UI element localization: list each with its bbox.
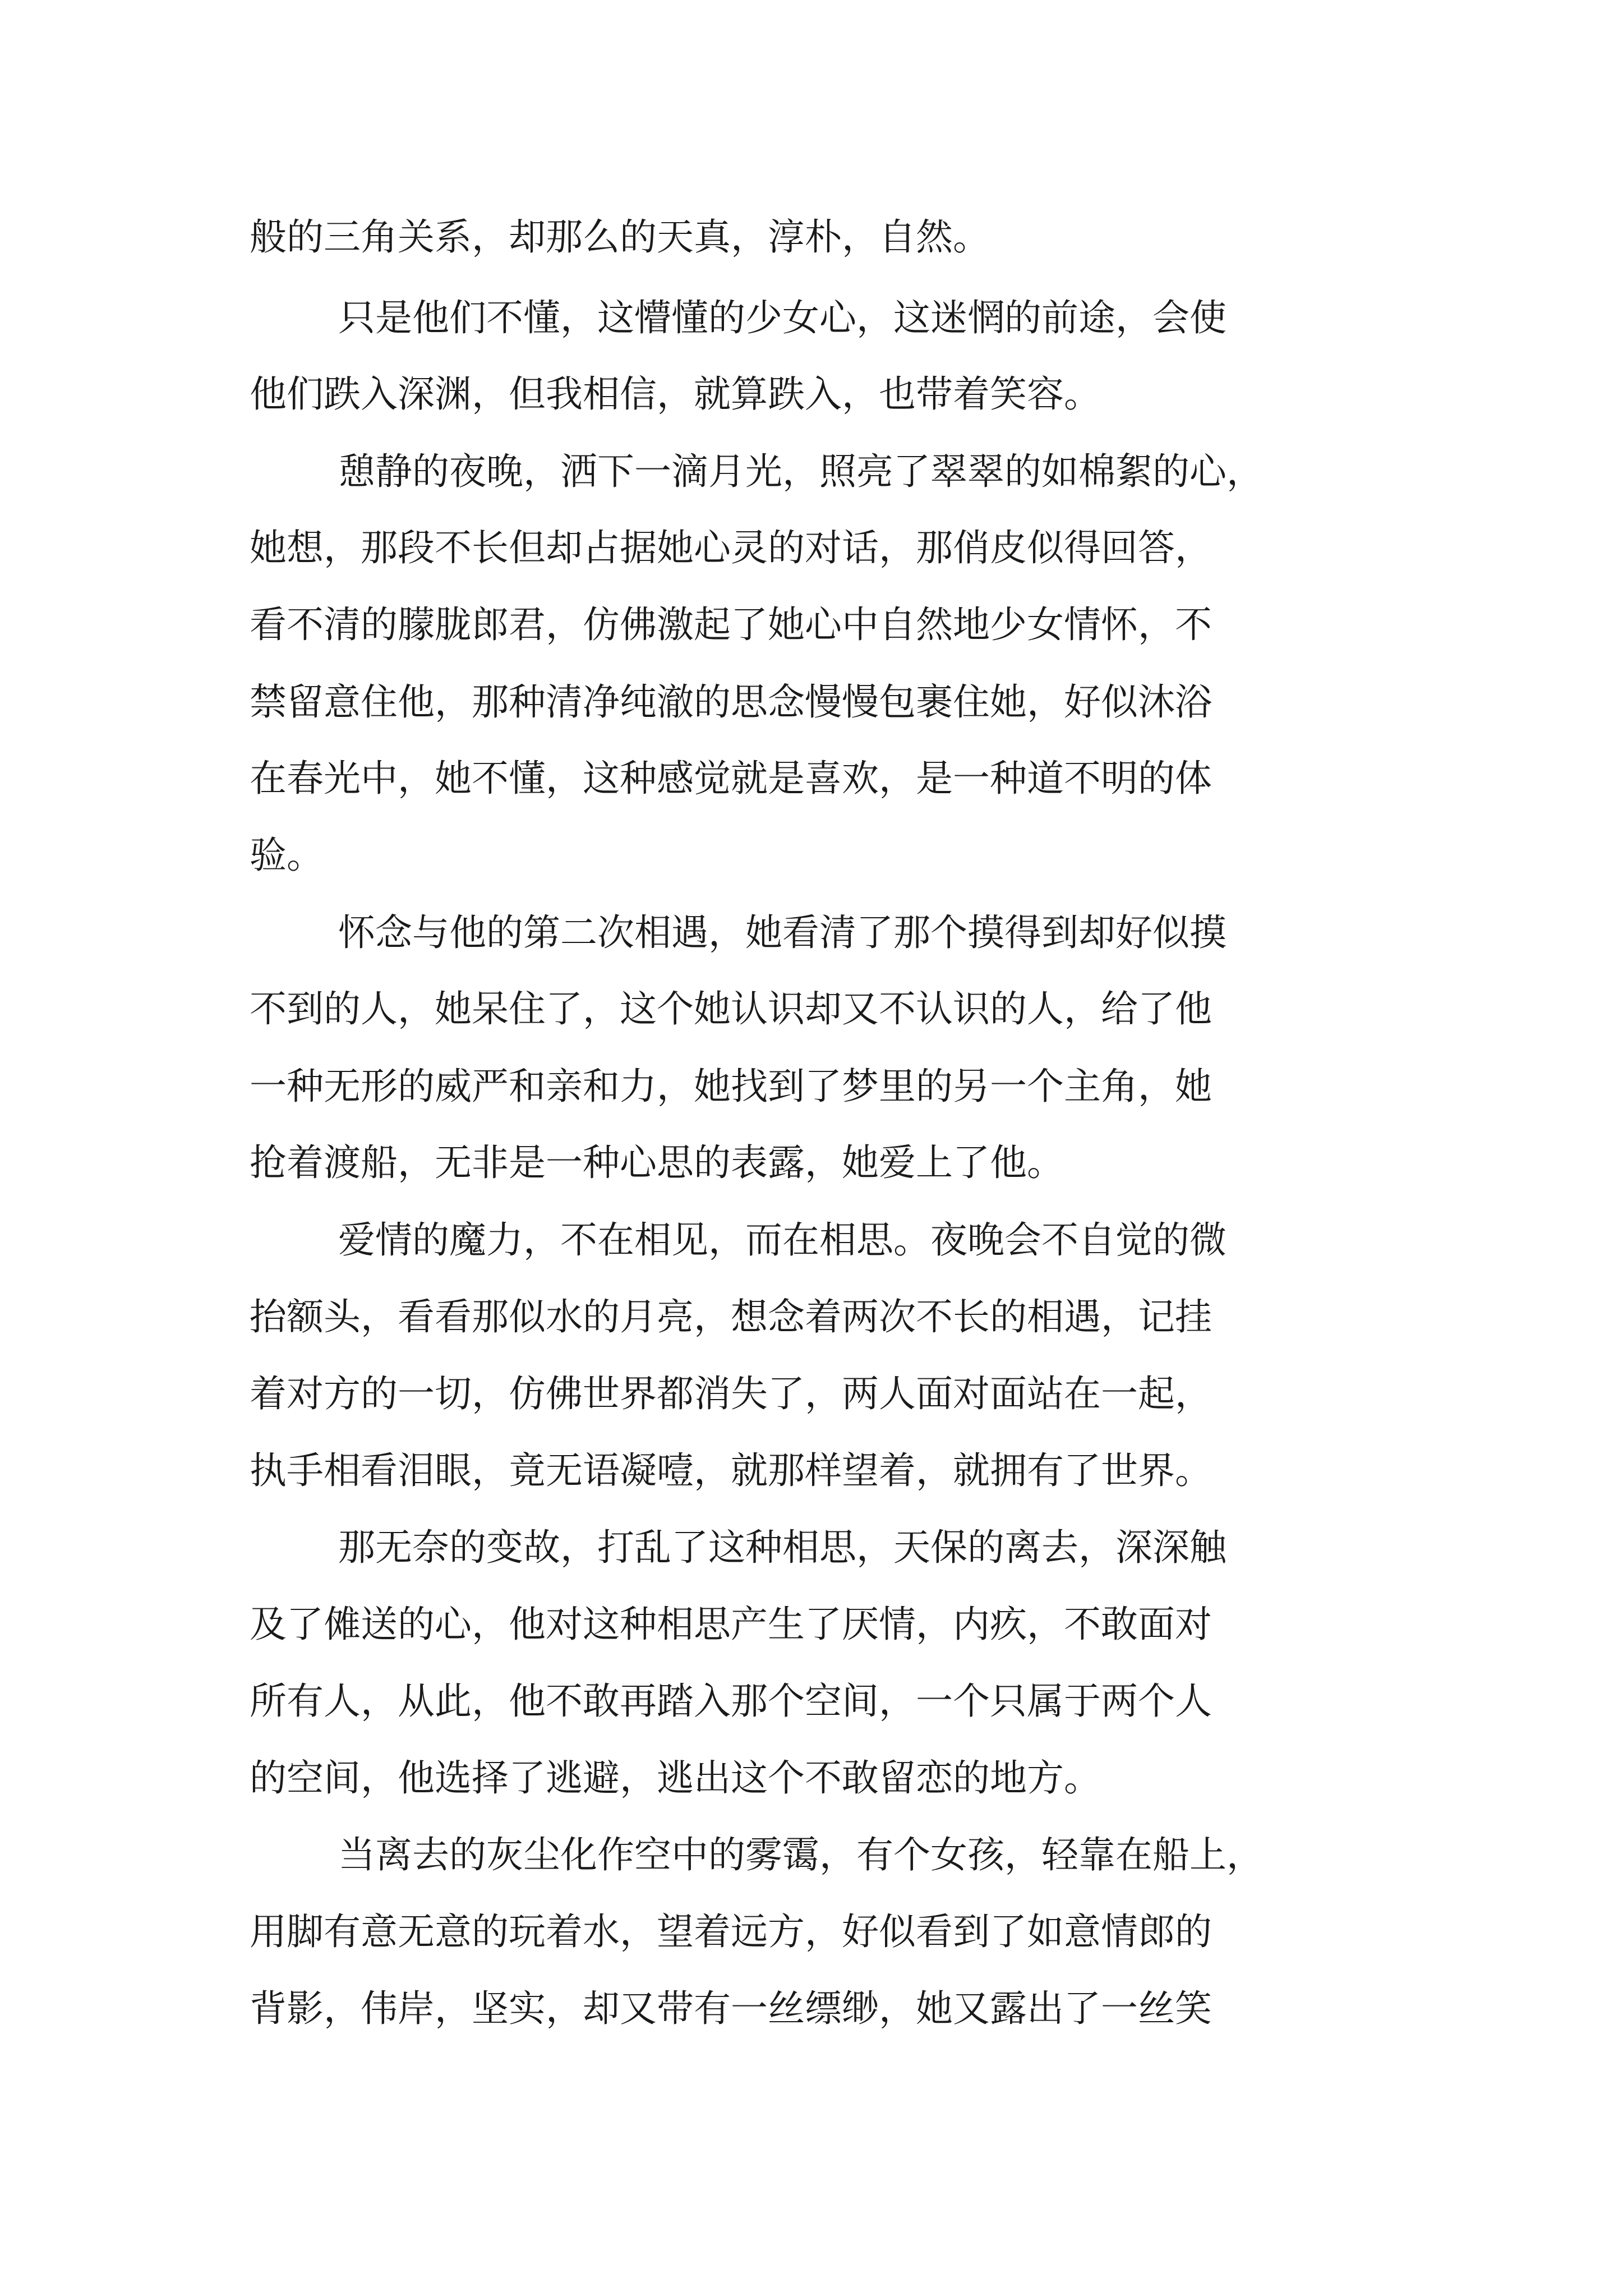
text-line: 执手相看泪眼，竟无语凝噎，就那样望着，就拥有了世界。 xyxy=(250,1449,1212,1492)
text-line: 验。 xyxy=(250,834,324,877)
text-line: 在春光中，她不懂，这种感觉就是喜欢，是一种道不明的体 xyxy=(250,757,1212,800)
text-line: 不到的人，她呆住了，这个她认识却又不认识的人，给了他 xyxy=(250,987,1212,1030)
paragraph-start-line: 爱情的魔力，不在相见，而在相思。夜晚会不自觉的微 xyxy=(338,1218,1227,1262)
paragraph-start-line: 怀念与他的第二次相遇，她看清了那个摸得到却好似摸 xyxy=(338,911,1227,954)
text-line: 的空间，他选择了逃避，逃出这个不敢留恋的地方。 xyxy=(250,1756,1101,1800)
text-line: 看不清的朦胧郎君，仿佛激起了她心中自然地少女情怀，不 xyxy=(250,603,1212,646)
text-line: 用脚有意无意的玩着水，望着远方，好似看到了如意情郎的 xyxy=(250,1910,1212,1953)
text-line: 他们跌入深渊，但我相信，就算跌入，也带着笑容。 xyxy=(250,372,1101,416)
paragraph-start-line: 当离去的灰尘化作空中的雾霭，有个女孩，轻靠在船上， xyxy=(338,1833,1264,1876)
paragraph-start-line: 憩静的夜晚，洒下一滴月光，照亮了翠翠的如棉絮的心， xyxy=(338,450,1264,493)
paragraph-start-line: 那无奈的变故，打乱了这种相思，天保的离去，深深触 xyxy=(338,1526,1227,1569)
text-line: 所有人，从此，他不敢再踏入那个空间，一个只属于两个人 xyxy=(250,1680,1212,1723)
text-line: 般的三角关系，却那么的天真，淳朴，自然。 xyxy=(250,215,990,259)
text-line: 抢着渡船，无非是一种心思的表露，她爱上了他。 xyxy=(250,1141,1064,1184)
text-line: 禁留意住他，那种清净纯澈的思念慢慢包裹住她，好似沐浴 xyxy=(250,680,1212,724)
text-line: 背影，伟岸，坚实，却又带有一丝缥缈，她又露出了一丝笑 xyxy=(250,1987,1212,2030)
text-line: 及了傩送的心，他对这种相思产生了厌情，内疚，不敢面对 xyxy=(250,1603,1212,1646)
text-line: 抬额头，看看那似水的月亮，想念着两次不长的相遇，记挂 xyxy=(250,1295,1212,1338)
text-line: 她想，那段不长但却占据她心灵的对话，那俏皮似得回答， xyxy=(250,526,1212,569)
text-line: 一种无形的威严和亲和力，她找到了梦里的另一个主角，她 xyxy=(250,1065,1212,1108)
text-line: 着对方的一切，仿佛世界都消失了，两人面对面站在一起， xyxy=(250,1372,1212,1415)
paragraph-start-line: 只是他们不懂，这懵懂的少女心，这迷惘的前途，会使 xyxy=(338,296,1227,339)
